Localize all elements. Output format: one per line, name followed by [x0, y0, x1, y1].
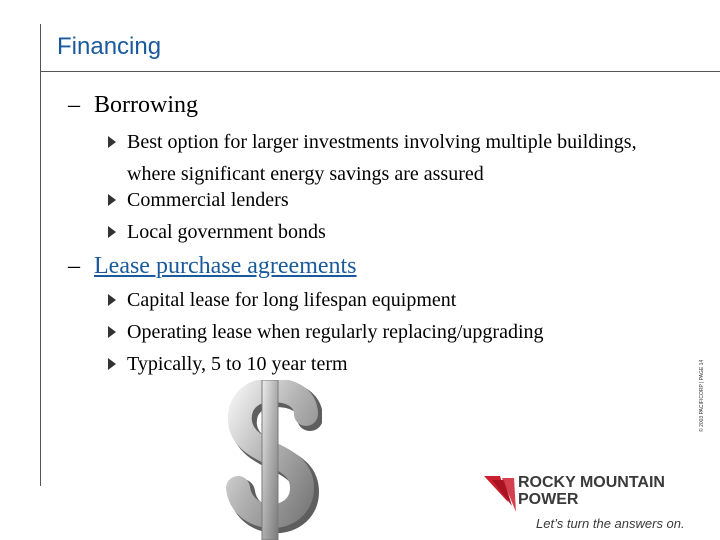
logo-mark-icon	[484, 476, 520, 512]
dash-bullet: –	[68, 92, 80, 118]
list-item-text: Typically, 5 to 10 year term	[127, 353, 348, 375]
arrow-bullet-icon	[108, 194, 116, 206]
arrow-bullet-icon	[108, 226, 116, 238]
lease-purchase-link[interactable]: Lease purchase agreements	[94, 253, 357, 279]
list-item-text: Commercial lenders	[127, 189, 289, 211]
dollar-sign-icon	[222, 380, 322, 540]
list-item-text: Operating lease when regularly replacing/upgrading	[127, 321, 544, 343]
list-item	[108, 216, 668, 248]
list-item	[108, 184, 668, 216]
logo-wordmark	[518, 474, 665, 508]
section-lease	[68, 253, 357, 280]
dash-bullet: –	[68, 253, 80, 279]
logo-line-1: ROCKY MOUNTAIN	[518, 474, 665, 491]
logo-line-2: POWER	[518, 491, 579, 508]
list-item-text: Capital lease for long lifespan equipment	[127, 289, 457, 311]
left-rule	[40, 24, 41, 486]
slide-title: Financing	[57, 33, 162, 60]
section-heading: Borrowing	[94, 92, 198, 118]
logo-tagline: Let’s turn the answers on.	[536, 516, 685, 531]
arrow-bullet-icon	[108, 326, 116, 338]
arrow-bullet-icon	[108, 358, 116, 370]
arrow-bullet-icon	[108, 294, 116, 306]
copyright-notice: © 2003 PACIFICORP | PAGE 14	[699, 359, 705, 432]
list-item-text: Best option for larger investments involving multiple buildings, where significant energy savings are assured	[127, 131, 637, 185]
list-item	[108, 348, 668, 380]
section-borrowing	[68, 92, 198, 119]
list-item-text: Local government bonds	[127, 221, 326, 243]
list-item	[108, 316, 668, 348]
company-logo	[484, 468, 704, 538]
arrow-bullet-icon	[108, 136, 116, 148]
list-item	[108, 126, 668, 190]
list-item	[108, 284, 668, 316]
title-underline	[40, 71, 720, 72]
